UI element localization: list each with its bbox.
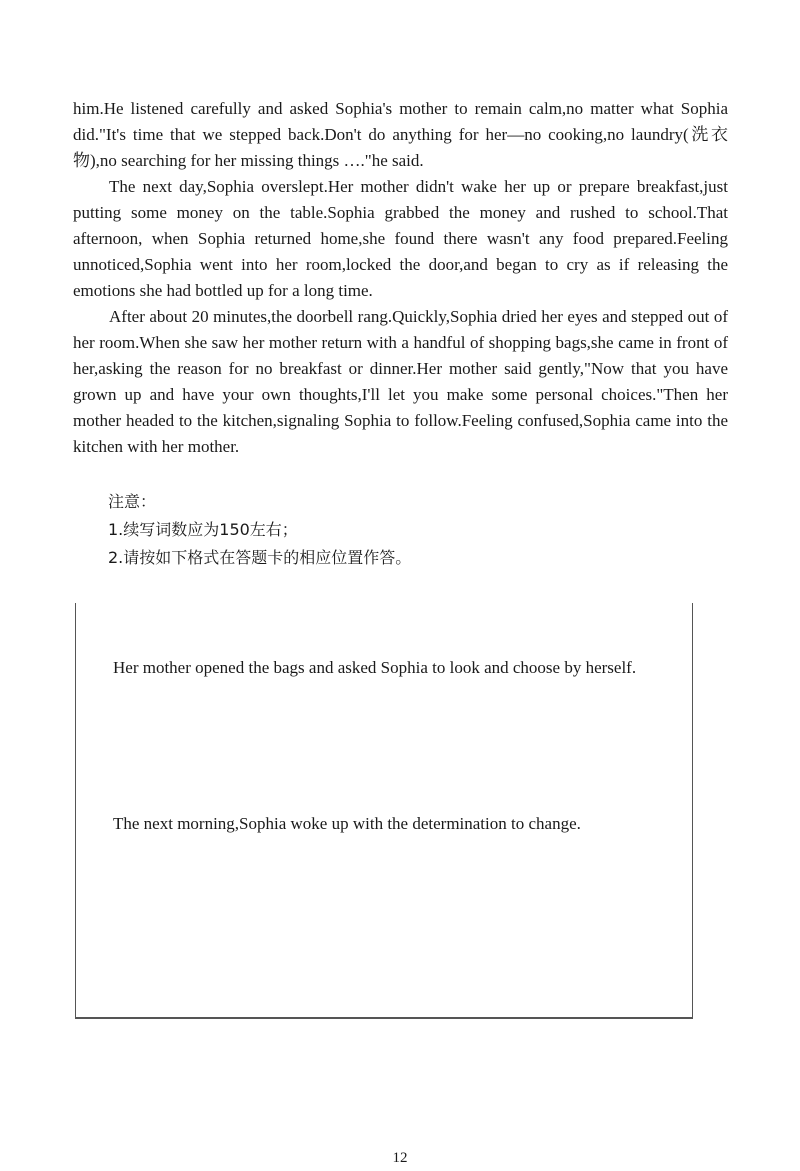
passage-paragraph-1: him.He listened carefully and asked Sophia's mother to remain calm,no matter what Sophia did."It's time that we stepped back.Don't do anything for her—no cooking,no laundry(洗衣物),no searching for her missing things …."he said.	[73, 99, 728, 170]
instructions-notes	[108, 488, 411, 572]
notes-heading: 注意：	[108, 492, 157, 511]
notes-item-1: 1.续写词数应为150左右；	[108, 520, 298, 539]
answer-paragraph-2-opening: The next morning,Sophia woke up with the determination to change.	[113, 814, 581, 833]
story-passage	[73, 96, 728, 460]
answer-box	[75, 603, 693, 1019]
page-number: 12	[392, 1150, 408, 1166]
answer-paragraph-1-opening: Her mother opened the bags and asked Sophia to look and choose by herself.	[113, 658, 637, 677]
passage-paragraph-3: After about 20 minutes,the doorbell rang.Quickly,Sophia dried her eyes and stepped out of her room.When she saw her mother return with a handful of shopping bags,she came in front of her,asking the reason for no breakfast or dinner.Her mother said gently,"Now that you have grown up and have your own thoughts,I'll let you make some personal choices."Then her mother headed to the kitchen,signaling Sophia to follow.Feeling confused,Sophia came into the kitchen with her mother.	[73, 307, 728, 456]
passage-paragraph-2: The next day,Sophia overslept.Her mother didn't wake her up or prepare breakfast,just putting some money on the table.Sophia grabbed the money and rushed to school.That afternoon, when Sophia returned home,she found there wasn't any food prepared.Feeling unnoticed,Sophia went into her room,locked the door,and began to cry as if releasing the emotions she had bottled up for a long time.	[73, 177, 728, 300]
notes-item-2: 2.请按如下格式在答题卡的相应位置作答。	[108, 548, 412, 567]
